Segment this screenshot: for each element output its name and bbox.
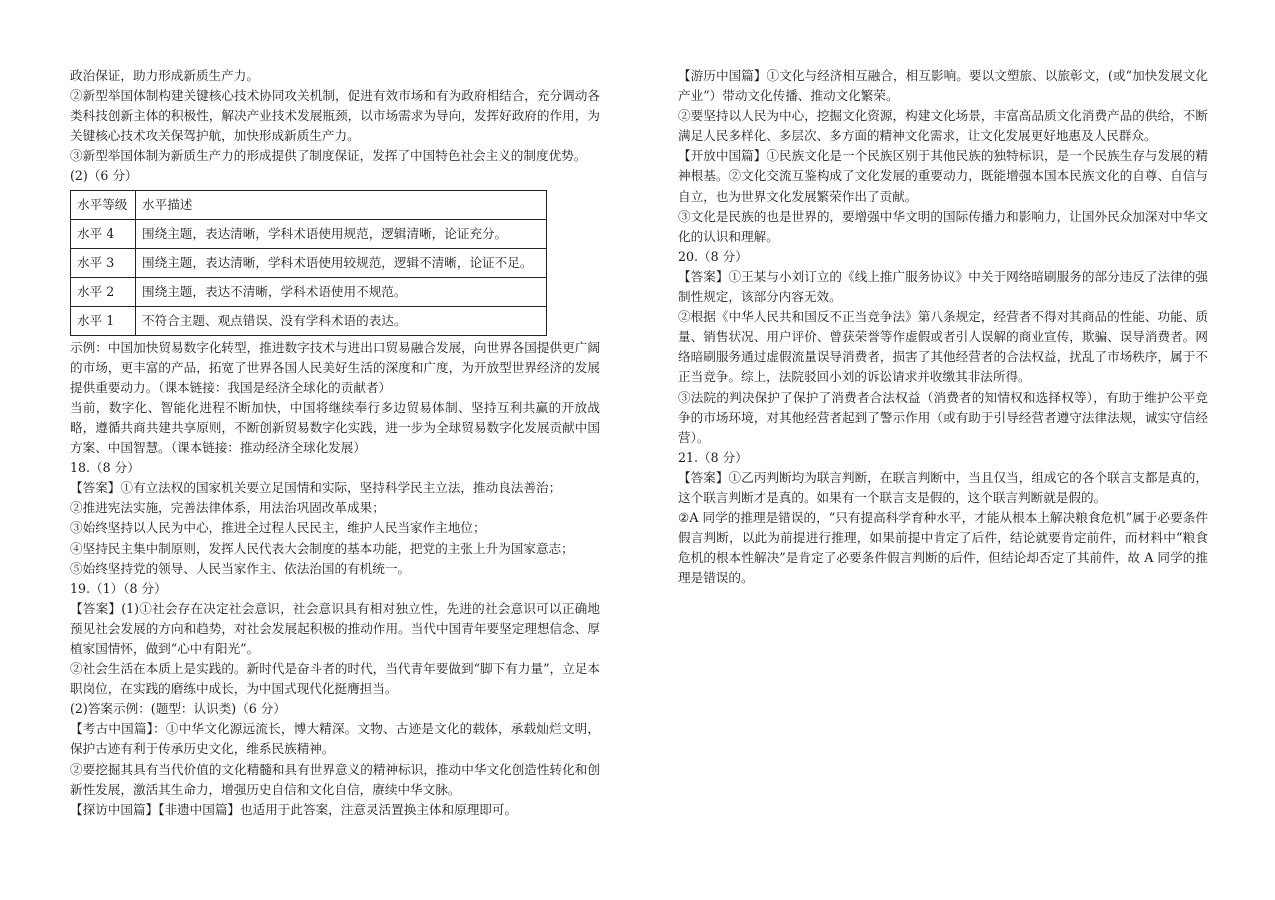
paragraph: ②A 同学的推理是错误的，“只有提高科学育种水平，才能从根本上解决粮食危机”属于必要条件假言判断，以此为前提进行推理，如果前提中肯定了后件，结论就要肯定前件，而材料中“粮食危机的根本性解决”是肯定了必要条件假言判断的后件，但结论却否定了其前件，故 A 同学的推理是错误的。 [678, 510, 1208, 586]
paragraph: ③文化是民族的也是世界的，要增强中华文明的国际传播力和影响力，让国外民众加深对中华文化的认识和理解。 [678, 208, 1208, 244]
right-column [678, 66, 1208, 588]
table-cell: 围绕主题，表达清晰，学科术语使用规范，逻辑清晰，论证充分。 [136, 219, 547, 248]
paragraph: 【游历中国篇】①文化与经济相互融合，相互影响。要以文塑旅、以旅彰文，(或“加快发展文化产业”）带动文化传播、推动文化繁荣。 [678, 68, 1208, 104]
table-header-cell: 水平等级 [71, 190, 136, 219]
table-cell: 不符合主题、观点错误、没有学科术语的表达。 [136, 306, 547, 335]
paragraph: 【探访中国篇】【非遗中国篇】也适用于此答案，注意灵活置换主体和原理即可。 [70, 801, 518, 817]
question-heading: 18.（8 分） [70, 460, 140, 476]
table-row [71, 248, 547, 277]
table-cell: 水平 3 [71, 248, 136, 277]
paragraph: 【答案】(1)①社会存在决定社会意识，社会意识具有相对独立性，先进的社会意识可以正确地预见社会发展的方向和趋势，对社会发展起积极的推动作用。当代中国青年要坚定理想信念、厚植家国情怀，做到“心中有阳光”。 [70, 600, 600, 656]
paragraph: ②要挖掘其具有当代价值的文化精髓和具有世界意义的精神标识，推动中华文化创造性转化和创新性发展，激活其生命力，增强历史自信和文化自信，赓续中华文脉。 [70, 761, 600, 797]
paragraph: ②要坚持以人民为中心，挖掘文化资源，构建文化场景，丰富高品质文化消费产品的供给，不断满足人民多样化、多层次、多方面的精神文化需求，让文化发展更好地惠及人民群众。 [678, 108, 1208, 144]
table-cell: 围绕主题，表达不清晰，学科术语使用不规范。 [136, 277, 547, 306]
paragraph: ②社会生活在本质上是实践的。新时代是奋斗者的时代，当代青年要做到“脚下有力量”，立足本职岗位，在实践的磨练中成长，为中国式现代化挺膺担当。 [70, 661, 600, 697]
table-cell: 水平 4 [71, 219, 136, 248]
paragraph: 示例：中国加快贸易数字化转型，推进数字技术与进出口贸易融合发展，向世界各国提供更广阔的市场，更丰富的产品，拓宽了世界各国人民美好生活的深度和广度，为开放型世界经济的发展提供重要动力。（课本链接：我国是经济全球化的贡献者） [70, 339, 600, 395]
table-cell: 水平 2 [71, 277, 136, 306]
table-row [71, 277, 547, 306]
paragraph: 政治保证，助力形成新质生产力。 [70, 68, 259, 83]
paragraph: ③法院的判决保护了保护了消费者合法权益（消费者的知情权和选择权等），有助于维护公平竞争的市场环境，对其他经营者起到了警示作用（或有助于引导经营者遵守法律法规，诚实守信经营）。 [678, 389, 1208, 445]
question-heading: 19.（1）（8 分） [70, 580, 167, 596]
left-column [70, 66, 600, 820]
paragraph: 【答案】①有立法权的国家机关要立足国情和实际，坚持科学民主立法，推动良法善治； [70, 480, 562, 496]
paragraph: ②根据《中华人民共和国反不正当竞争法》第八条规定，经营者不得对其商品的性能、功能、质量、销售状况、用户评价、曾获荣誉等作虚假或者引人误解的商业宣传，欺骗、误导消费者。网络暗刷服务通过虚假流量误导消费者，损害了其他经营者的合法权益，扰乱了市场秩序，属于不正当竞争。综上，法院驳回小刘的诉讼请求并收缴其非法所得。 [678, 309, 1208, 385]
paragraph: 【答案】①乙丙判断均为联言判断，在联言判断中，当且仅当，组成它的各个联言支都是真的，这个联言判断才是真的。如果有一个联言支是假的，这个联言判断就是假的。 [678, 469, 1208, 505]
paragraph: (2)答案示例：(题型：认识类)（6 分） [70, 701, 286, 717]
paragraph: 【答案】①王某与小刘订立的《线上推广服务协议》中关于网络暗刷服务的部分违反了法律的强制性规定，该部分内容无效。 [678, 268, 1208, 305]
question-heading: 21.（8 分） [678, 449, 748, 465]
paragraph: ②新型举国体制构建关键核心技术协同攻关机制，促进有效市场和有为政府相结合，充分调动各类科技创新主体的积极性，解决产业技术发展瓶颈，以市场需求为导向，发挥好政府的作用，为关键核心技术攻关保驾护航，加快形成新质生产力。 [70, 88, 600, 144]
table-row [71, 219, 547, 248]
table-cell: 水平 1 [71, 306, 136, 335]
paragraph: ④坚持民主集中制原则，发挥人民代表大会制度的基本功能，把党的主张上升为国家意志； [70, 540, 574, 556]
paragraph: ③始终坚持以人民为中心，推进全过程人民民主，维护人民当家作主地位； [70, 520, 486, 536]
question-heading: 20.（8 分） [678, 248, 748, 264]
paragraph: ②推进宪法实施，完善法律体系，用法治巩固改革成果； [70, 500, 385, 516]
paragraph: 【考古中国篇】：①中华文化源远流长，博大精深。文物、古迹是文化的载体，承载灿烂文明，保护古迹有利于传承历史文化，维系民族精神。 [70, 721, 600, 757]
table-header-row [71, 190, 547, 219]
paragraph: 【开放中国篇】①民族文化是一个民族区别于其他民族的独特标识，是一个民族生存与发展的精神根基。②文化交流互鉴构成了文化发展的重要动力，既能增强本国本民族文化的自尊、自信与自立，也为世界文化发展繁荣作出了贡献。 [678, 148, 1208, 204]
table-header-cell: 水平描述 [136, 190, 547, 219]
table-row [71, 306, 547, 335]
paragraph: ③新型举国体制为新质生产力的形成提供了制度保证，发挥了中国特色社会主义的制度优势。 [70, 148, 587, 164]
table-cell: 围绕主题，表达清晰，学科术语使用较规范，逻辑不清晰，论证不足。 [136, 248, 547, 277]
paragraph: (2)（6 分） [70, 168, 138, 184]
paragraph: ⑤始终坚持党的领导、人民当家作主、依法治国的有机统一。 [70, 560, 411, 576]
paragraph: 当前，数字化、智能化进程不断加快，中国将继续奉行多边贸易体制、坚持互利共赢的开放战略，遵循共商共建共享原则，不断创新贸易数字化实践，进一步为全球贸易数字化发展贡献中国方案、中国智慧。（课本链接：推动经济全球化发展） [70, 399, 600, 456]
level-table [70, 190, 547, 336]
